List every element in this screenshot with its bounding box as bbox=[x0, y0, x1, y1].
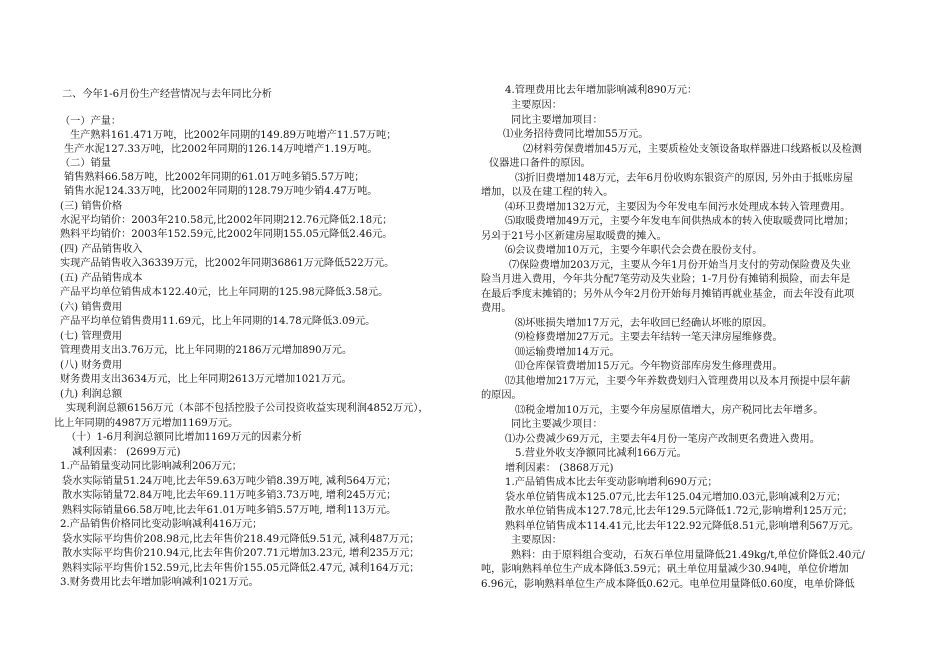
text-line: 散水实际平均售价210.94元,比去年售价207.71元增加3.23元, 增利235万元； bbox=[62, 548, 420, 559]
text-line: 2.产品销售价格同比变动影响减利416万元； bbox=[60, 519, 263, 530]
text-line: 仪器进口备件的原因。 bbox=[489, 158, 591, 169]
text-line: 吨，影响熟料单位生产成本降低3.59元；矾土单位用量减少30.94吨，单位价增加 bbox=[481, 564, 849, 575]
text-line: 1.产品销售成本比去年变动影响增利690万元； bbox=[505, 477, 718, 488]
text-line: 袋水单位销售成本125.07元,比去年125.04元增加0.03元,影响减利2万元； bbox=[505, 492, 847, 503]
subsection-heading: （一）产量： bbox=[60, 116, 122, 127]
subsection-heading: (九) 利润总额 bbox=[60, 389, 123, 400]
text-line: 袋水实际平均售价208.98元,比去年售价218.49元降低9.51元, 减利487万元； bbox=[62, 534, 420, 545]
text-line: 熟料实际销量66.58万吨,比去年61.01万吨多销5.57万吨, 增利113万元。 bbox=[62, 505, 397, 516]
subsection-heading: (八) 财务费用 bbox=[60, 360, 123, 371]
text-line: 同比主要减少项目： bbox=[511, 419, 603, 430]
text-line: 另외于21号小区新建房屋取暖费的摊入。 bbox=[481, 231, 667, 242]
text-line: ⑷环卫费增加132万元，主要因为今年发电车间污水处理成本转入管理费用。 bbox=[505, 202, 851, 213]
text-line: 管理费用支出3.76万元，比上年同期的2186万元增加890万元。 bbox=[60, 345, 353, 356]
subsection-heading: 4.管理费用比去年增加影响减利890万元： bbox=[505, 85, 698, 96]
subsection-heading: (三) 销售价格 bbox=[60, 201, 123, 212]
text-line: 生产熟料161.471万吨，比2002年同期的149.89万吨增产11.57万吨； bbox=[70, 130, 397, 141]
factor-heading: 增利因素： (3868万元) bbox=[505, 463, 614, 474]
text-line: 增加，以及在建工程的转入。 bbox=[481, 187, 614, 198]
text-line: 生产水泥127.33万吨，比2002年同期的126.14万吨增产1.19万吨。 bbox=[64, 144, 378, 155]
text-line: ⑻坏账损失增加17万元，去年收回已经确认坏账的原因。 bbox=[515, 318, 773, 329]
text-line: 主要原因： bbox=[511, 535, 562, 546]
text-line: 5.营业外收支净额同比减利166万元。 bbox=[515, 448, 687, 459]
text-line: 实现利润总额6156万元（本部不包括控股子公司投资收益实现利润4852万元）， bbox=[66, 403, 429, 414]
text-line: 散水单位销售成本127.78元,比去年129.5元降低1.72元,影响增利125万元； bbox=[505, 506, 853, 517]
text-line: ⒀税金增加10万元，主要今年房屋原值增大，房产税同比去年增多。 bbox=[515, 405, 824, 416]
text-line: ⑵材料劳保费增加45万元，主要质检处支领设备取样器进口线路板以及检测 bbox=[523, 144, 862, 155]
subsection-heading: （二）销量 bbox=[60, 158, 111, 169]
text-line: ⑴业务招待费同比增加55万元。 bbox=[503, 129, 649, 140]
text-line: 销售水泥124.33万吨，比2002年同期的128.79万吨少销4.47万吨。 bbox=[64, 186, 378, 197]
text-line: 主要原因： bbox=[511, 100, 562, 111]
text-line: ⑶折旧费增加148万元，去年6月份收购东银资产的原因, 另外由于抵账房屋 bbox=[515, 173, 854, 184]
text-line: ⑴办公费减少69万元，主要去年4月份一笔房产改制更名费进入费用。 bbox=[505, 434, 820, 445]
text-line: 1.产品销量变动同比影响减利206万元； bbox=[60, 461, 242, 472]
text-line: 产品平均单位销售成本122.40元，比上年同期的125.98元降低3.58元。 bbox=[60, 287, 389, 298]
text-line: 产品平均单位销售费用11.69元，比上年同期的14.78元降低3.09元。 bbox=[60, 316, 376, 327]
text-line: 实现产品销售收入36339万元，比2002年同期36861万元降低522万元。 bbox=[60, 258, 395, 269]
text-line: ⑾仓库保管费增加15万元。今年物资部库房发生修理费用。 bbox=[515, 361, 783, 372]
text-line: 水泥平均销价：2003年210.58元,比2002年同期212.76元降低2.18元； bbox=[60, 215, 393, 226]
subsection-heading: (四) 产品销售收入 bbox=[60, 244, 143, 255]
text-line: 财务费用支出3634万元，比上年同期2613万元增加1021万元。 bbox=[60, 374, 352, 385]
factor-heading: 减利因素： (2699万元) bbox=[72, 447, 181, 458]
subsection-heading: (六) 销售费用 bbox=[60, 302, 123, 313]
section-heading: 二、今年1-6月份生产经营情况与去年同比分析 bbox=[62, 89, 272, 100]
text-line: 熟料平均销价：2003年152.59元,比2002年同期155.05元降低2.46元。 bbox=[60, 229, 393, 240]
subsection-heading: (五) 产品销售成本 bbox=[60, 273, 143, 284]
text-line: 比上年同期的4987万元增加1169万元。 bbox=[54, 418, 239, 429]
text-line: 3.财务费用比去年增加影响减利1021万元。 bbox=[60, 577, 259, 588]
text-line: 散水实际销量72.84万吨,比去年69.11万吨多销3.73万吨, 增利245万元； bbox=[62, 490, 397, 501]
text-line: 在最后季度末摊销的；另外从今年2月份开始每月摊销再就业基金，而去年没有此项 bbox=[481, 289, 855, 300]
text-line: 熟料单位销售成本114.41元,比去年122.92元降低8.51元,影响增利567万元。 bbox=[505, 521, 860, 532]
text-line: 险当月进入费用，今年共分配7笔劳动及失业险；1-7月份有摊销利损险，而去年是 bbox=[481, 274, 851, 285]
text-line: 的原因。 bbox=[481, 390, 522, 401]
text-line: ⑼检修费增加27万元。主要去年结转一笔天津房屋维修费。 bbox=[515, 332, 783, 343]
subsection-heading: (七) 管理费用 bbox=[60, 331, 123, 342]
text-line: ⑹会议费增加10万元，主要今年职代会会费在股份支付。 bbox=[505, 245, 763, 256]
text-line: 熟料：由于原料组合变动，石灰石单位用量降低21.49kg/t,单位价降低2.40元/ bbox=[511, 550, 865, 561]
text-line: 费用。 bbox=[481, 303, 512, 314]
text-line: 6.96元，影响熟料单位生产成本降低0.62元。电单位用量降低0.60度，电单价降低 bbox=[481, 579, 855, 590]
text-line: 袋水实际销量51.24万吨,比去年59.63万吨少销8.39万吨, 减利564万元； bbox=[62, 476, 397, 487]
text-line: 销售熟料66.58万吨，比2002年同期的61.01万吨多销5.57万吨； bbox=[64, 172, 365, 183]
text-line: 同比主要增加项目： bbox=[511, 115, 603, 126]
text-line: ⑸取暖费增加49万元，主要今年发电车间供热成本的转入使取暖费同比增加； bbox=[505, 216, 855, 227]
subsection-heading: （十）1-6月利润总额同比增加1169万元的因素分析 bbox=[66, 432, 302, 443]
text-line: ⑿其他增加217万元，主要今年养数费划归入管理费用以及本月预提中层年薪 bbox=[505, 376, 851, 387]
text-line: ⑺保险费增加203万元，主要从今年1月份开始当月支付的劳动保险费及失业 bbox=[509, 260, 851, 271]
text-line: 熟料实际平均售价152.59元,比去年售价155.05元降低2.47元, 减利164万元； bbox=[62, 563, 420, 574]
text-line: ⑽运输费增加14万元。 bbox=[515, 347, 620, 358]
